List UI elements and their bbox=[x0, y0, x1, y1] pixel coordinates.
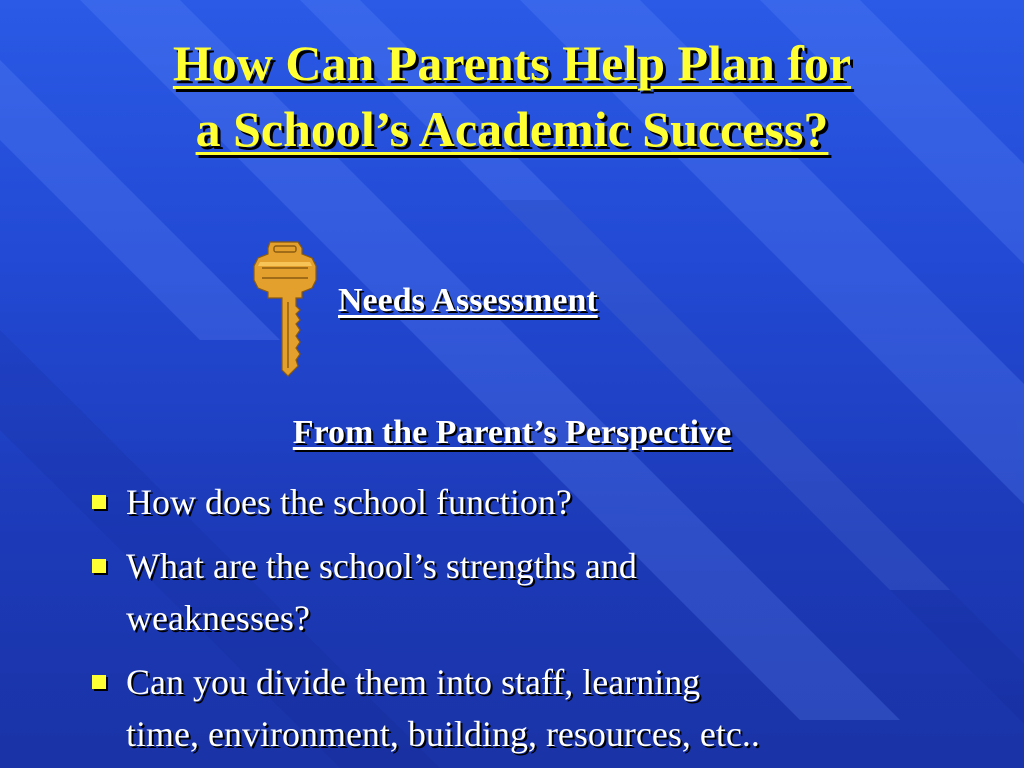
slide-title-line-2: a School’s Academic Success? bbox=[195, 101, 829, 157]
key-icon bbox=[250, 240, 320, 378]
needs-assessment-heading: Needs Assessment bbox=[338, 282, 598, 319]
square-bullet-icon bbox=[92, 559, 106, 573]
bullet-text: Can you divide them into staff, learning bbox=[126, 662, 701, 702]
bullet-item bbox=[90, 476, 990, 528]
slide-title bbox=[40, 30, 984, 162]
slide-title-line-1: How Can Parents Help Plan for bbox=[172, 35, 852, 91]
bullet-item bbox=[90, 656, 990, 760]
bullet-text: How does the school function? bbox=[126, 482, 572, 522]
bullet-text-continued: weaknesses? bbox=[126, 598, 310, 638]
square-bullet-icon bbox=[92, 495, 106, 509]
bullet-item bbox=[90, 540, 990, 644]
square-bullet-icon bbox=[92, 675, 106, 689]
bullet-text: What are the school’s strengths and bbox=[126, 546, 637, 586]
bullet-list bbox=[90, 476, 990, 768]
perspective-heading: From the Parent’s Perspective bbox=[292, 414, 732, 451]
bullet-text-continued: time, environment, building, resources, etc.. bbox=[126, 714, 760, 754]
